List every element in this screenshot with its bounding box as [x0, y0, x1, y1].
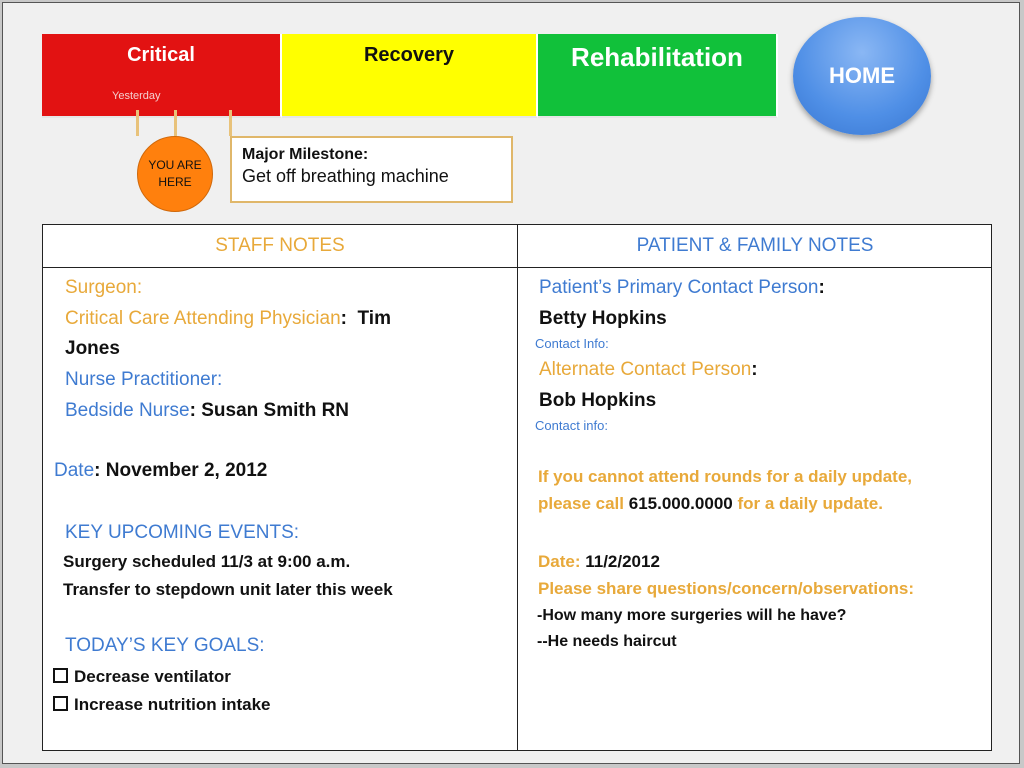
goal-item [53, 667, 231, 687]
you-are-here-line1: YOU ARE [148, 157, 202, 172]
question-item: --He needs haircut [537, 633, 677, 650]
phase-critical [42, 34, 282, 118]
surgeon-label: Surgeon: [65, 277, 143, 298]
goal-text: Increase nutrition intake [74, 695, 271, 714]
question-item: -How many more surgeries will he have? [537, 607, 847, 624]
milestone-title: Major Milestone: [242, 146, 369, 163]
primary-contact-line [539, 277, 825, 299]
key-goals-heading: TODAY’S KEY GOALS: [65, 635, 265, 656]
event-item: Surgery scheduled 11/3 at 9:00 a.m. [63, 552, 351, 571]
attending-physician-name-cont: Jones [65, 338, 120, 359]
phase-critical-label: Critical [127, 44, 195, 66]
primary-contact-info-label: Contact Info: [535, 336, 609, 351]
staff-date-value: : November 2, 2012 [94, 460, 268, 481]
attending-physician-name: Tim [357, 308, 391, 329]
event-item: Transfer to stepdown unit later this week [63, 580, 393, 599]
you-are-here-marker [137, 136, 213, 212]
goal-text: Decrease ventilator [74, 667, 231, 686]
bedside-nurse-label: Bedside Nurse [65, 400, 190, 421]
checkbox-icon [53, 696, 68, 711]
rounds-notice-line2 [538, 494, 883, 514]
header-divider [43, 267, 991, 268]
milestone-box [230, 136, 513, 203]
progress-tick [174, 110, 177, 136]
goal-item [53, 695, 271, 715]
phase-recovery-label: Recovery [363, 44, 455, 66]
rounds-notice-suffix: for a daily update. [732, 494, 883, 513]
patient-date-label: Date: [538, 552, 586, 571]
checkbox-icon [53, 668, 68, 683]
phase-critical-yesterday: Yesterday [112, 90, 161, 102]
alternate-contact-name: Bob Hopkins [539, 390, 657, 411]
bedside-nurse-value: : Susan Smith RN [189, 400, 350, 421]
patient-date-value: 11/2/2012 [585, 552, 660, 571]
patient-date-line [538, 552, 660, 572]
rounds-notice-line1: If you cannot attend rounds for a daily update, [538, 467, 913, 486]
phase-rehabilitation-label: Rehabilitation [571, 42, 743, 72]
nurse-practitioner-label: Nurse Practitioner: [65, 369, 223, 390]
share-questions-prompt: Please share questions/concern/observations: [538, 579, 915, 598]
alternate-contact-label: Alternate Contact Person [539, 359, 752, 380]
bedside-nurse-line [65, 400, 349, 422]
patient-family-notes-heading: PATIENT & FAMILY NOTES [636, 235, 874, 256]
rounds-notice-prefix: please call [538, 494, 629, 513]
progress-tick [136, 110, 139, 136]
primary-contact-colon: : [818, 277, 825, 298]
rounds-phone-number: 615.000.0000 [628, 494, 733, 513]
progress-tick [229, 110, 232, 136]
staff-date-line [54, 460, 267, 482]
column-divider [517, 225, 518, 750]
alternate-contact-info-label: Contact info: [535, 418, 608, 433]
staff-date-label: Date [54, 460, 95, 481]
primary-contact-name: Betty Hopkins [539, 308, 667, 329]
attending-physician-label: Critical Care Attending Physician [65, 308, 341, 329]
you-are-here-line2: HERE [158, 175, 192, 189]
phase-rehabilitation [538, 34, 778, 118]
staff-notes-heading: STAFF NOTES [215, 235, 345, 256]
phase-recovery [282, 34, 538, 118]
alternate-contact-colon: : [751, 359, 758, 380]
milestone-text: Get off breathing machine [242, 166, 449, 186]
home-button[interactable]: HOME [793, 17, 931, 135]
attending-physician-line [65, 308, 391, 330]
alternate-contact-line [539, 359, 758, 381]
key-events-heading: KEY UPCOMING EVENTS: [65, 522, 300, 543]
attending-physician-colon: : [340, 308, 347, 329]
notes-table [42, 224, 992, 751]
primary-contact-label: Patient’s Primary Contact Person [539, 277, 819, 298]
